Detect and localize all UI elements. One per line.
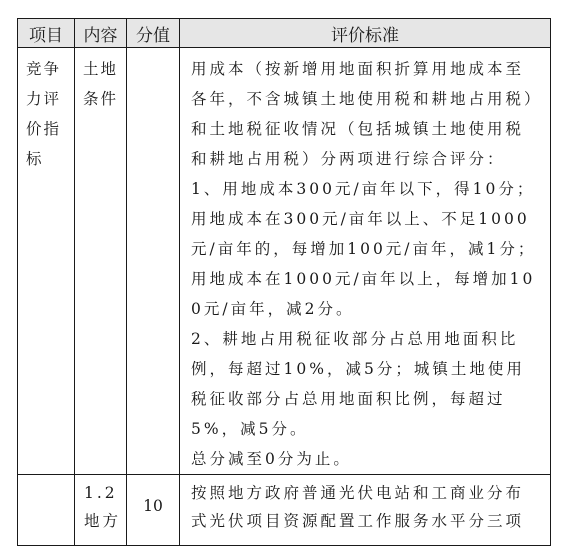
content-text: 1.2 地方 bbox=[84, 484, 122, 530]
table-row bbox=[18, 475, 551, 546]
item-cell bbox=[18, 48, 75, 475]
header-content: 内容 bbox=[75, 19, 127, 48]
content-text: 土地条件 bbox=[83, 60, 119, 108]
header-score: 分值 bbox=[127, 19, 180, 48]
criteria-text: 用成本（按新增用地面积折算用地成本至各年，不含城镇土地使用税和耕地占用税）和土地税征收情况（包括城镇土地使用税和耕地占用税）分两项进行综合评分： 1、用地成本300元/亩年以下，得10分；用地成本在300元/亩年以上、不足1000元/亩年的，每增加100元/亩年，减1分；用地成本在1000元/亩年以上，每增加100元/亩年，减2分。 2、耕地占用税征收部分占总用地面积比例，每超过10%，减5分；城镇土地使用税征收部分占总用地面积比例，每超过5%，减5分。 总分减至0分为止。 bbox=[191, 60, 537, 468]
item-text bbox=[18, 475, 74, 481]
header-item: 项目 bbox=[18, 19, 75, 48]
score-text bbox=[127, 48, 179, 70]
content-cell bbox=[75, 475, 127, 546]
content-cell bbox=[75, 48, 127, 475]
score-cell bbox=[127, 48, 180, 475]
header-criteria: 评价标准 bbox=[180, 19, 551, 48]
table-row bbox=[18, 48, 551, 475]
table-header-row bbox=[18, 19, 551, 48]
evaluation-table bbox=[17, 18, 551, 546]
score-cell bbox=[127, 475, 180, 546]
criteria-text: 按照地方政府普通光伏电站和工商业分布式光伏项目资源配置工作服务水平分三项 bbox=[191, 484, 525, 530]
score-text: 10 bbox=[143, 497, 163, 515]
item-text: 竞争力评价指标 bbox=[26, 60, 62, 168]
criteria-cell bbox=[180, 475, 551, 546]
item-cell bbox=[18, 475, 75, 546]
criteria-cell bbox=[180, 48, 551, 475]
